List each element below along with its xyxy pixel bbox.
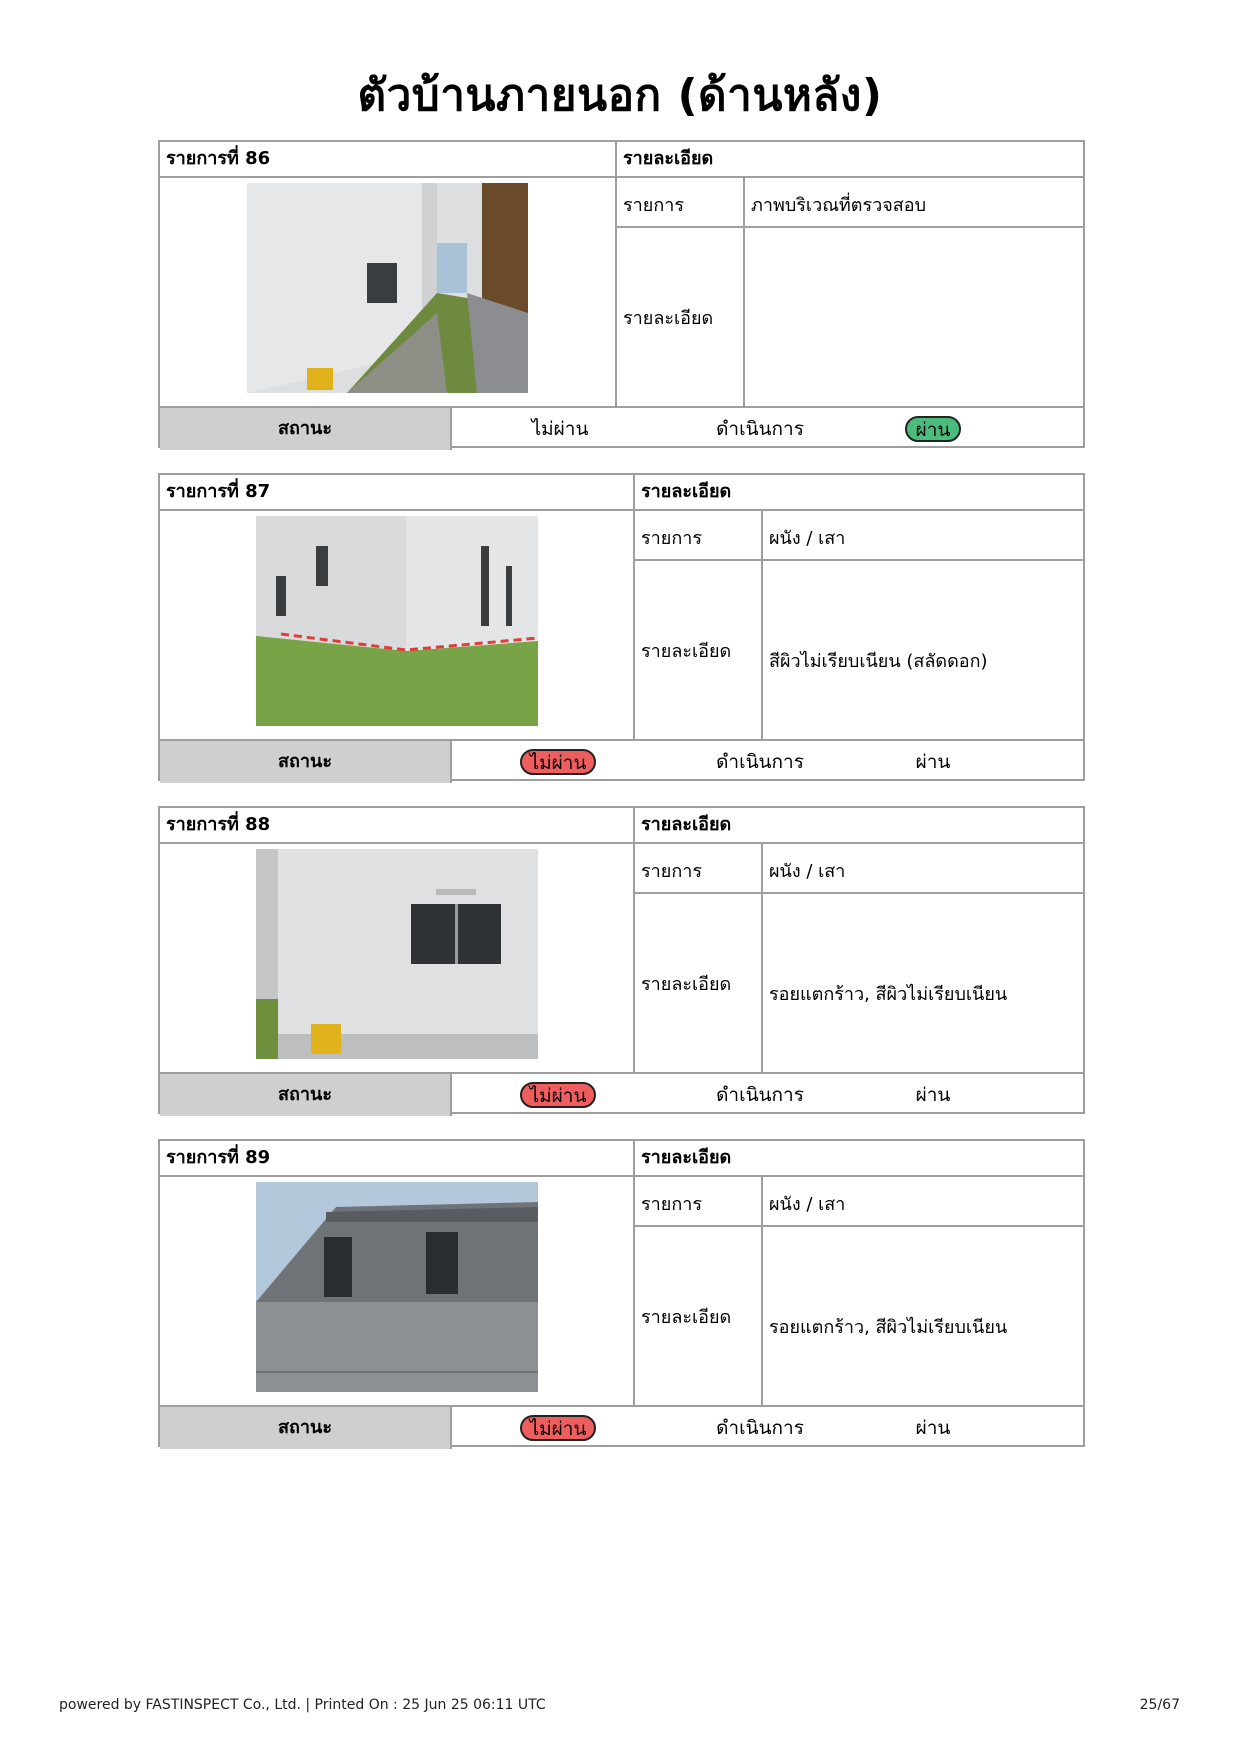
detail-value: สีผิวไม่เรียบเนียน (สลัดดอก): [769, 651, 988, 672]
item-header: [160, 142, 1083, 178]
item-title: รายการที่ 86: [166, 148, 271, 169]
detail-header: รายละเอียด: [623, 148, 714, 169]
status-row: [160, 741, 1083, 783]
detail-header: รายละเอียด: [641, 481, 732, 502]
item-body: [160, 844, 1083, 1074]
item-body: [160, 178, 1083, 408]
status-pass: ผ่าน: [915, 1084, 951, 1106]
status-fail-selected: ไม่ผ่าน: [520, 1082, 596, 1108]
item-header: [160, 808, 1083, 844]
footer-text: powered by FASTINSPECT Co., Ltd. | Printed On : 25 Jun 25 06:11 UTC: [59, 1697, 546, 1713]
inspection-photo: [256, 1182, 538, 1392]
status-in-progress: ดำเนินการ: [716, 1417, 804, 1439]
item-body: [160, 1177, 1083, 1407]
detail-label: รายละเอียด: [641, 641, 732, 662]
status-pass-selected: ผ่าน: [905, 416, 961, 442]
detail-header: รายละเอียด: [641, 814, 732, 835]
item-body: [160, 511, 1083, 741]
detail-label: รายละเอียด: [641, 974, 732, 995]
page-number: 25/67: [1139, 1697, 1180, 1713]
inspection-photo: [256, 516, 538, 726]
inspection-item-88: [158, 806, 1085, 1114]
status-fail-selected: ไม่ผ่าน: [520, 1415, 596, 1441]
item-label: รายการ: [641, 861, 702, 882]
item-value: ภาพบริเวณที่ตรวจสอบ: [751, 195, 926, 216]
item-title: รายการที่ 88: [166, 814, 271, 835]
status-pass: ผ่าน: [915, 1417, 951, 1439]
inspection-photo: [247, 183, 528, 393]
detail-label: รายละเอียด: [641, 1307, 732, 1328]
status-fail: ไม่ผ่าน: [531, 418, 589, 440]
status-fail-selected: ไม่ผ่าน: [520, 749, 596, 775]
detail-value: รอยแตกร้าว, สีผิวไม่เรียบเนียน: [769, 984, 1008, 1005]
status-row: [160, 408, 1083, 450]
status-label: สถานะ: [160, 741, 450, 783]
page-title: ตัวบ้านภายนอก (ด้านหลัง): [357, 70, 883, 121]
item-value: ผนัง / เสา: [769, 528, 846, 549]
inspection-item-86: [158, 140, 1085, 448]
item-value: ผนัง / เสา: [769, 1194, 846, 1215]
item-header: [160, 475, 1083, 511]
detail-value: รอยแตกร้าว, สีผิวไม่เรียบเนียน: [769, 1317, 1008, 1338]
item-label: รายการ: [641, 1194, 702, 1215]
status-label: สถานะ: [160, 1074, 450, 1116]
inspection-photo: [256, 849, 538, 1059]
item-title: รายการที่ 89: [166, 1147, 271, 1168]
item-value: ผนัง / เสา: [769, 861, 846, 882]
inspection-item-87: [158, 473, 1085, 781]
status-label: สถานะ: [160, 408, 450, 450]
inspection-item-89: [158, 1139, 1085, 1447]
detail-header: รายละเอียด: [641, 1147, 732, 1168]
status-label: สถานะ: [160, 1407, 450, 1449]
item-header: [160, 1141, 1083, 1177]
detail-label: รายละเอียด: [623, 308, 714, 329]
status-in-progress: ดำเนินการ: [716, 418, 804, 440]
item-label: รายการ: [623, 195, 684, 216]
status-in-progress: ดำเนินการ: [716, 1084, 804, 1106]
item-label: รายการ: [641, 528, 702, 549]
status-in-progress: ดำเนินการ: [716, 751, 804, 773]
status-pass: ผ่าน: [915, 751, 951, 773]
status-row: [160, 1074, 1083, 1116]
item-title: รายการที่ 87: [166, 481, 271, 502]
status-row: [160, 1407, 1083, 1449]
